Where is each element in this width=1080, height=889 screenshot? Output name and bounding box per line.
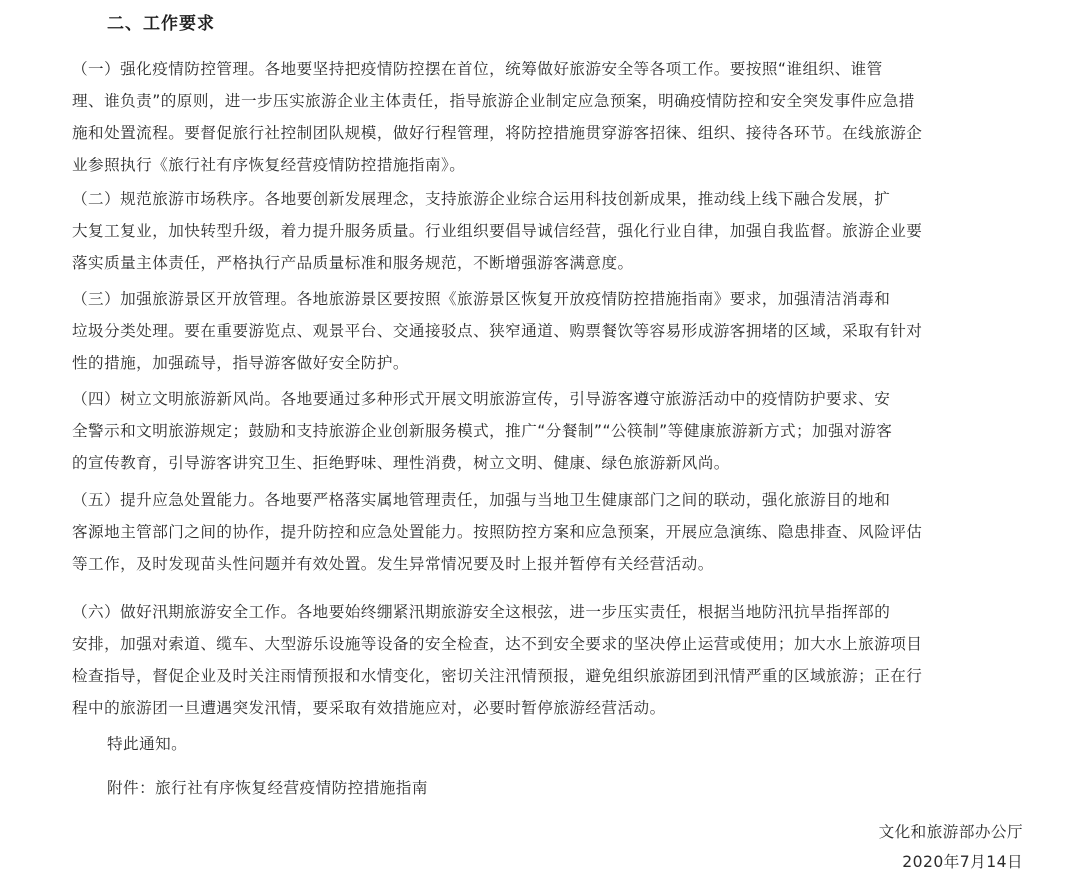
paragraph-line: （三）加强旅游景区开放管理。各地旅游景区要按照《旅游景区恢复开放疫情防控措施指南》要求，加强清洁消毒和 [72,290,891,308]
paragraph-2 [72,183,1017,279]
paragraph-1 [72,53,1017,181]
paragraph-line: 安排，加强对索道、缆车、大型游乐设施等设备的安全检查，达不到安全要求的坚决停止运营或使用；加大水上旅游项目 [72,635,923,653]
paragraph-line: 全警示和文明旅游规定；鼓励和支持旅游企业创新服务模式，推广“分餐制”“公筷制”等健康旅游新方式；加强对游客 [72,422,893,440]
paragraph-line: 客源地主管部门之间的协作，提升防控和应急处置能力。按照防控方案和应急预案，开展应急演练、隐患排查、风险评估 [72,523,923,541]
paragraph-line: （四）树立文明旅游新风尚。各地要通过多种形式开展文明旅游宣传，引导游客遵守旅游活动中的疫情防护要求、安 [72,390,891,408]
paragraph-3 [72,283,1017,379]
paragraph-line: 业参照执行《旅行社有序恢复经营疫情防控措施指南》。 [72,156,466,174]
paragraph-line: 的宣传教育，引导游客讲究卫生、拒绝野味、理性消费，树立文明、健康、绿色旅游新风尚。 [72,454,730,472]
paragraph-line: 施和处置流程。要督促旅行社控制团队规模，做好行程管理，将防控措施贯穿游客招徕、组织、接待各环节。在线旅游企 [72,124,923,142]
section-heading: 二、工作要求 [107,14,215,34]
signature-office: 文化和旅游部办公厅 [878,823,1023,841]
paragraph-line: 检查指导，督促企业及时关注雨情预报和水情变化，密切关注汛情预报，避免组织旅游团到汛情严重的区域旅游；正在行 [72,667,923,685]
paragraph-4 [72,383,1017,479]
closing-notice: 特此通知。 [107,735,188,753]
paragraph-line: 程中的旅游团一旦遭遇突发汛情，要采取有效措施应对，必要时暂停旅游经营活动。 [72,699,666,717]
paragraph-line: （五）提升应急处置能力。各地要严格落实属地管理责任，加强与当地卫生健康部门之间的联动，强化旅游目的地和 [72,491,891,509]
paragraph-6 [72,596,1017,724]
paragraph-line: 性的措施，加强疏导，指导游客做好安全防护。 [72,354,409,372]
paragraph-line: （一）强化疫情防控管理。各地要坚持把疫情防控摆在首位，统筹做好旅游安全等各项工作。要按照“谁组织、谁管 [72,60,883,78]
paragraph-line: （二）规范旅游市场秩序。各地要创新发展理念，支持旅游企业综合运用科技创新成果，推动线上线下融合发展，扩 [72,190,891,208]
signature-date: 2020年7月14日 [902,853,1023,871]
paragraph-line: 落实质量主体责任，严格执行产品质量标准和服务规范，不断增强游客满意度。 [72,254,634,272]
paragraph-line: （六）做好汛期旅游安全工作。各地要始终绷紧汛期旅游安全这根弦，进一步压实责任，根据当地防汛抗旱指挥部的 [72,603,891,621]
paragraph-line: 大复工复业，加快转型升级，着力提升服务质量。行业组织要倡导诚信经营，强化行业自律，加强自我监督。旅游企业要 [72,222,923,240]
paragraph-line: 理、谁负责”的原则，进一步压实旅游企业主体责任，指导旅游企业制定应急预案，明确疫情防控和安全突发事件应急措 [72,92,915,110]
attachment-line: 附件：旅行社有序恢复经营疫情防控措施指南 [107,779,428,797]
paragraph-line: 等工作，及时发现苗头性问题并有效处置。发生异常情况要及时上报并暂停有关经营活动。 [72,555,714,573]
paragraph-5 [72,484,1017,580]
paragraph-line: 垃圾分类处理。要在重要游览点、观景平台、交通接驳点、狭窄通道、购票餐饮等容易形成游客拥堵的区域，采取有针对 [72,322,923,340]
